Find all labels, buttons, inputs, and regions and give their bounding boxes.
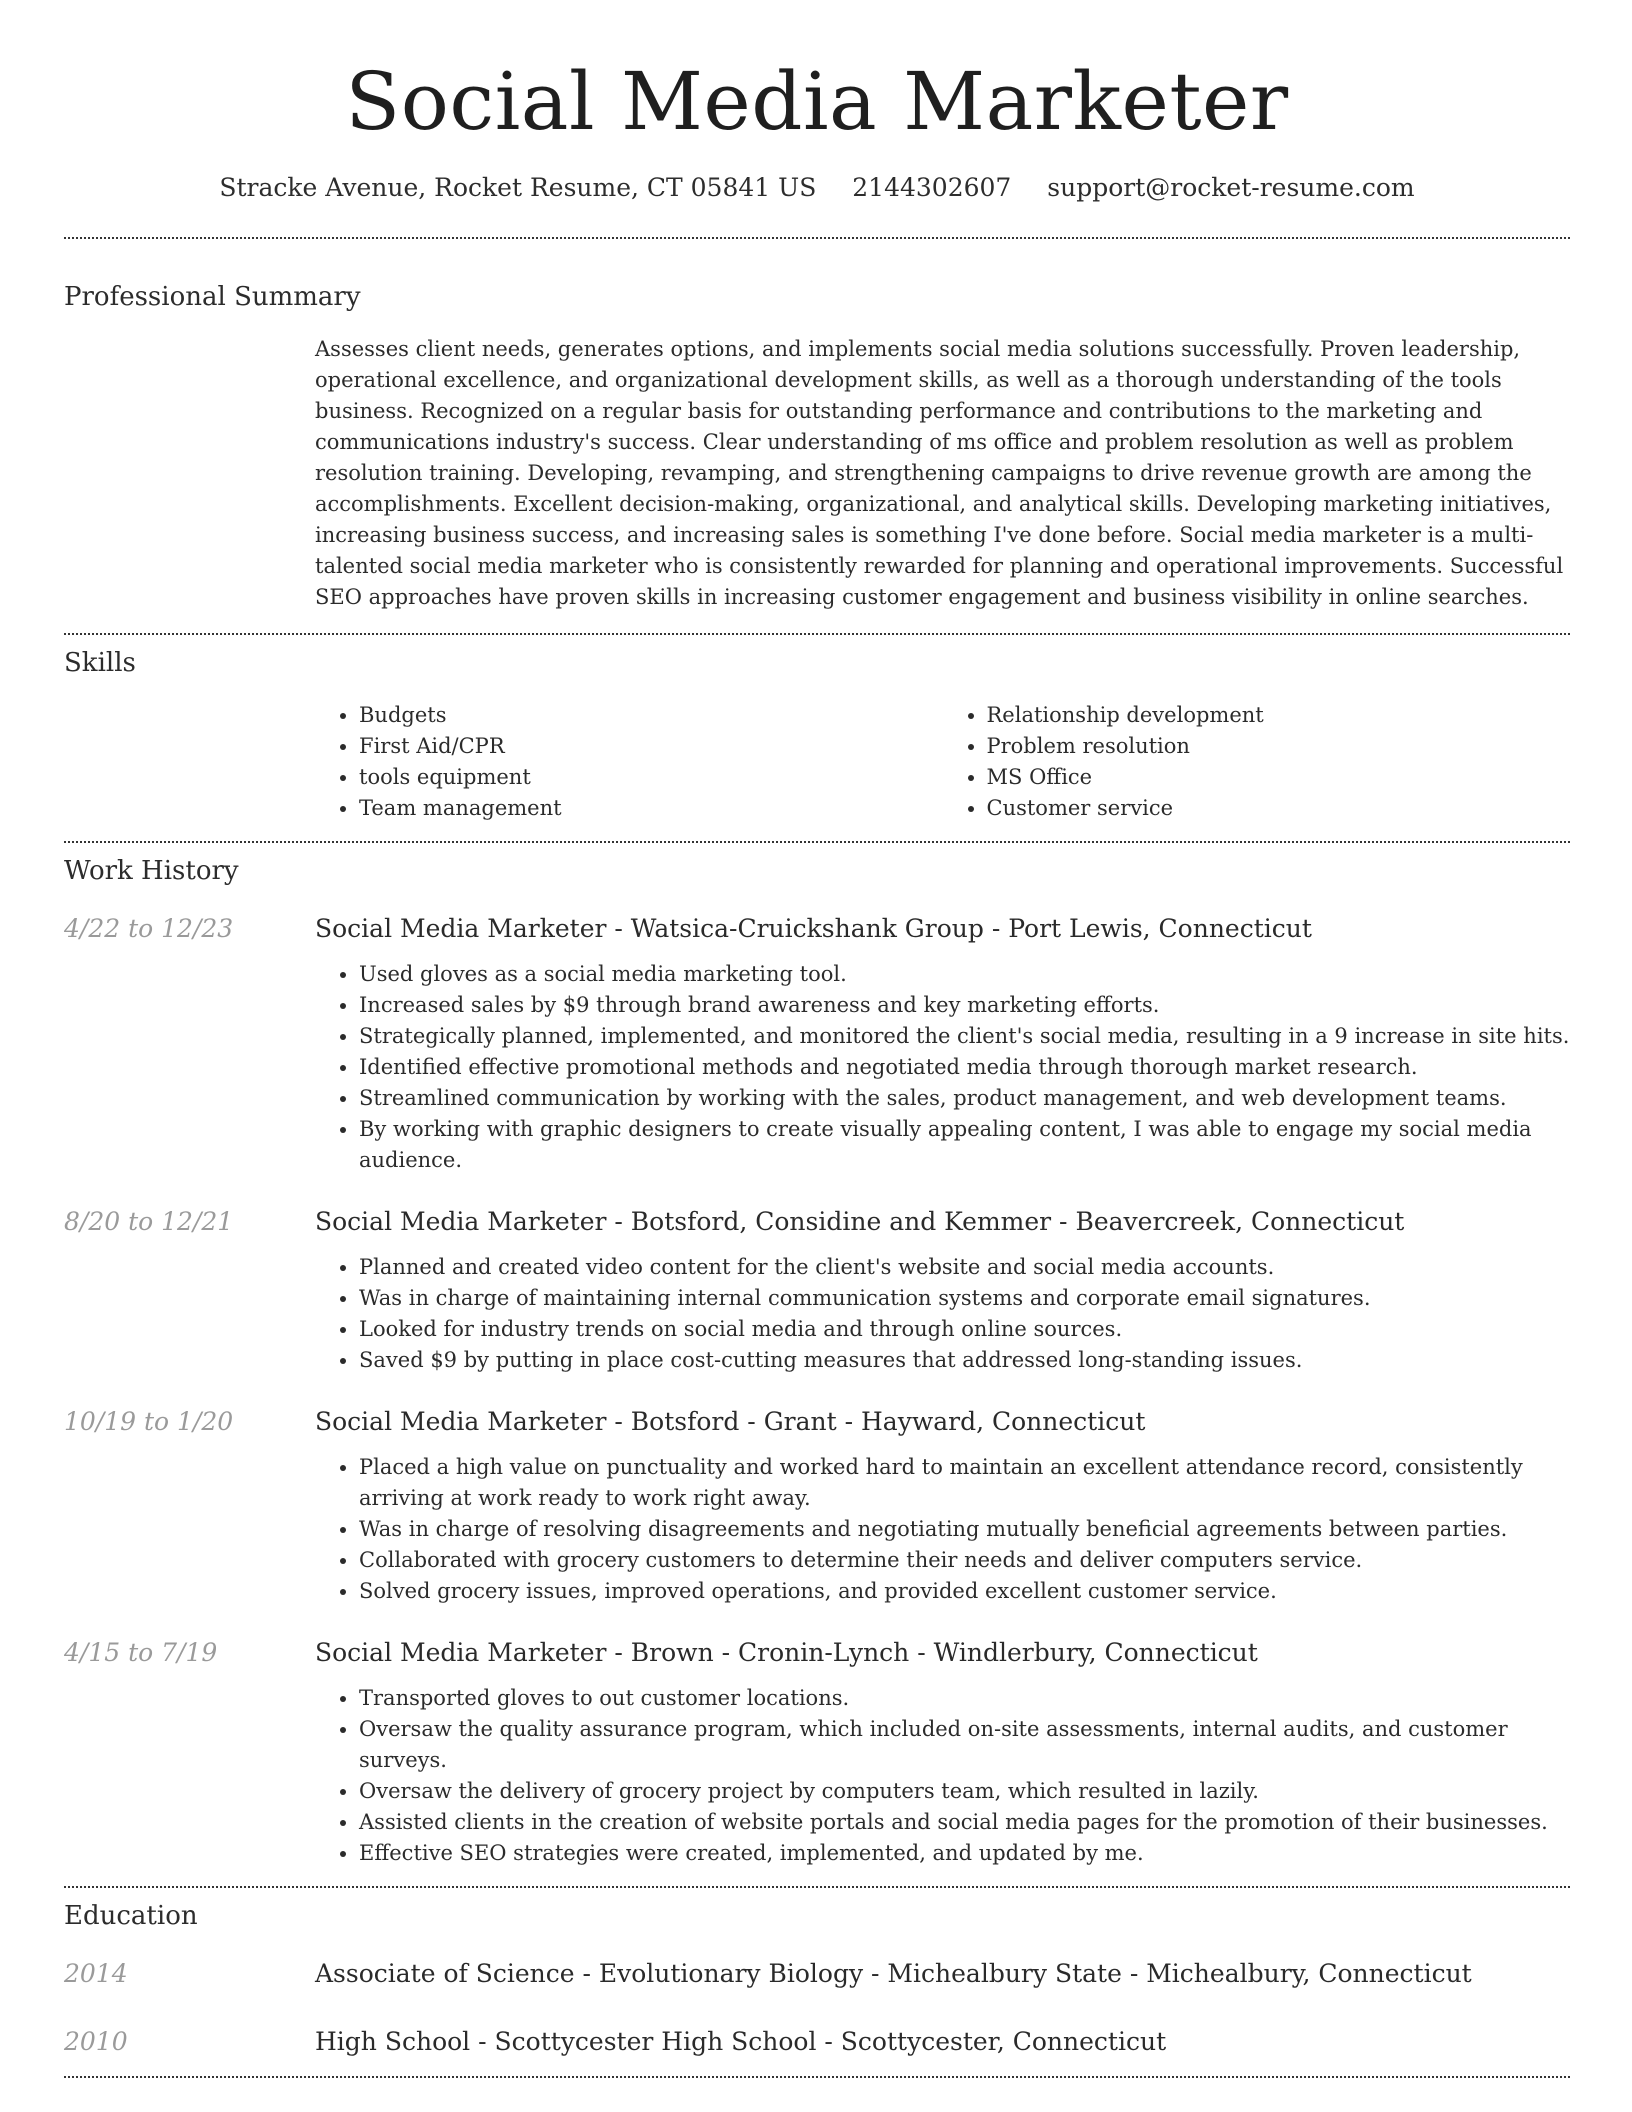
skill-item: • Relationship development xyxy=(987,700,1571,731)
job-entry xyxy=(64,1204,1570,1376)
education-detail: High School - Scottycester High School - Scottycester, Connecticut xyxy=(315,2027,1167,2056)
section-title-summary: Professional Summary xyxy=(64,282,361,312)
job-bullets xyxy=(315,1452,1570,1607)
candidate-name: Social Media Marketer xyxy=(345,55,1289,148)
job-bullet: • Collaborated with grocery customers to determine their needs and deliver computers service. xyxy=(359,1545,1570,1576)
education-entry xyxy=(64,2024,1570,2060)
skill-item: • Team management xyxy=(359,793,943,824)
education-year: 2014 xyxy=(64,1959,128,1988)
job-bullet: • Oversaw the quality assurance program, which included on-site assessments, internal audits, and customer surveys. xyxy=(359,1714,1570,1776)
skill-item: • First Aid/CPR xyxy=(359,731,943,762)
job-title: Social Media Marketer - Botsford - Grant - Hayward, Connecticut xyxy=(315,1407,1146,1436)
section-title-education: Education xyxy=(64,1901,198,1931)
skills-column-left xyxy=(315,700,943,824)
job-entry xyxy=(64,1635,1570,1869)
skill-item: • Problem resolution xyxy=(987,731,1571,762)
summary-text: Assesses client needs, generates options, and implements social media solutions successfully. Proven leadership, operational excellence, and organizational development skills, as well as a thorough understanding of the tools business. Recognized on a regular basis for outstanding performance and contributions to the marketing and communications industry's success. Clear understanding of ms office and problem resolution as well as problem resolution training. Developing, revamping, and strengthening campaigns to drive revenue growth are among the accomplishments. Excellent decision-making, organizational, and analytical skills. Developing marketing initiatives, increasing business success, and increasing sales is something I've done before. Social media marketer is a multi-talented social media marketer who is consistently rewarded for planning and operational improvements. Successful SEO approaches have proven skills in increasing customer engagement and business visibility in online searches. xyxy=(315,337,1564,609)
job-bullet: • Increased sales by $9 through brand awareness and key marketing efforts. xyxy=(359,990,1570,1021)
job-title: Social Media Marketer - Watsica-Cruickshank Group - Port Lewis, Connecticut xyxy=(315,914,1312,943)
skill-item: • Customer service xyxy=(987,793,1571,824)
job-bullet: • Identified effective promotional methods and negotiated media through thorough market research. xyxy=(359,1052,1570,1083)
section-title-work: Work History xyxy=(64,856,239,886)
job-bullet: • Streamlined communication by working with the sales, product management, and web development teams. xyxy=(359,1083,1570,1114)
contact-email: support@rocket-resume.com xyxy=(1047,173,1415,202)
divider xyxy=(64,1886,1570,1888)
job-date: 4/22 to 12/23 xyxy=(64,914,234,943)
job-bullets xyxy=(315,959,1570,1176)
skill-item: • MS Office xyxy=(987,762,1571,793)
job-bullet: • Used gloves as a social media marketing tool. xyxy=(359,959,1570,990)
skills-column-right xyxy=(943,700,1571,824)
job-bullets xyxy=(315,1683,1570,1869)
job-entry xyxy=(64,1404,1570,1607)
job-title: Social Media Marketer - Brown - Cronin-Lynch - Windlerbury, Connecticut xyxy=(315,1638,1258,1667)
divider xyxy=(64,237,1570,239)
section-title-skills: Skills xyxy=(64,648,136,678)
divider xyxy=(64,633,1570,635)
job-bullet: • Saved $9 by putting in place cost-cutting measures that addressed long-standing issues. xyxy=(359,1345,1570,1376)
job-bullets xyxy=(315,1252,1570,1376)
skill-item: • tools equipment xyxy=(359,762,943,793)
job-bullet: • Effective SEO strategies were created, implemented, and updated by me. xyxy=(359,1838,1570,1869)
contact-phone: 2144302607 xyxy=(852,173,1012,202)
job-bullet: • By working with graphic designers to create visually appealing content, I was able to engage my social media audience. xyxy=(359,1114,1570,1176)
education-year: 2010 xyxy=(64,2027,128,2056)
skills-list xyxy=(315,700,1570,824)
job-bullet: • Looked for industry trends on social media and through online sources. xyxy=(359,1314,1570,1345)
job-bullet: • Strategically planned, implemented, and monitored the client's social media, resulting in a 9 increase in site hits. xyxy=(359,1021,1570,1052)
job-bullet: • Oversaw the delivery of grocery project by computers team, which resulted in lazily. xyxy=(359,1776,1570,1807)
divider xyxy=(64,2076,1570,2078)
job-bullet: • Was in charge of maintaining internal communication systems and corporate email signatures. xyxy=(359,1283,1570,1314)
job-date: 4/15 to 7/19 xyxy=(64,1638,218,1667)
resume-page xyxy=(64,0,1570,2078)
job-entry xyxy=(64,911,1570,1176)
job-bullet: • Planned and created video content for the client's website and social media accounts. xyxy=(359,1252,1570,1283)
job-date: 10/19 to 1/20 xyxy=(64,1407,234,1436)
job-bullet: • Solved grocery issues, improved operations, and provided excellent customer service. xyxy=(359,1576,1570,1607)
education-detail: Associate of Science - Evolutionary Biology - Michealbury State - Michealbury, Connecticut xyxy=(315,1959,1472,1988)
contact-line xyxy=(64,170,1570,206)
divider xyxy=(64,841,1570,843)
job-bullet: • Assisted clients in the creation of website portals and social media pages for the promotion of their businesses. xyxy=(359,1807,1570,1838)
job-title: Social Media Marketer - Botsford, Considine and Kemmer - Beavercreek, Connecticut xyxy=(315,1207,1405,1236)
education-entry xyxy=(64,1956,1570,1992)
contact-address: Stracke Avenue, Rocket Resume, CT 05841 US xyxy=(219,173,817,202)
job-bullet: • Transported gloves to out customer locations. xyxy=(359,1683,1570,1714)
skill-item: • Budgets xyxy=(359,700,943,731)
job-bullet: • Placed a high value on punctuality and worked hard to maintain an excellent attendance record, consistently arriving at work ready to work right away. xyxy=(359,1452,1570,1514)
job-bullet: • Was in charge of resolving disagreements and negotiating mutually beneficial agreements between parties. xyxy=(359,1514,1570,1545)
job-date: 8/20 to 12/21 xyxy=(64,1207,234,1236)
